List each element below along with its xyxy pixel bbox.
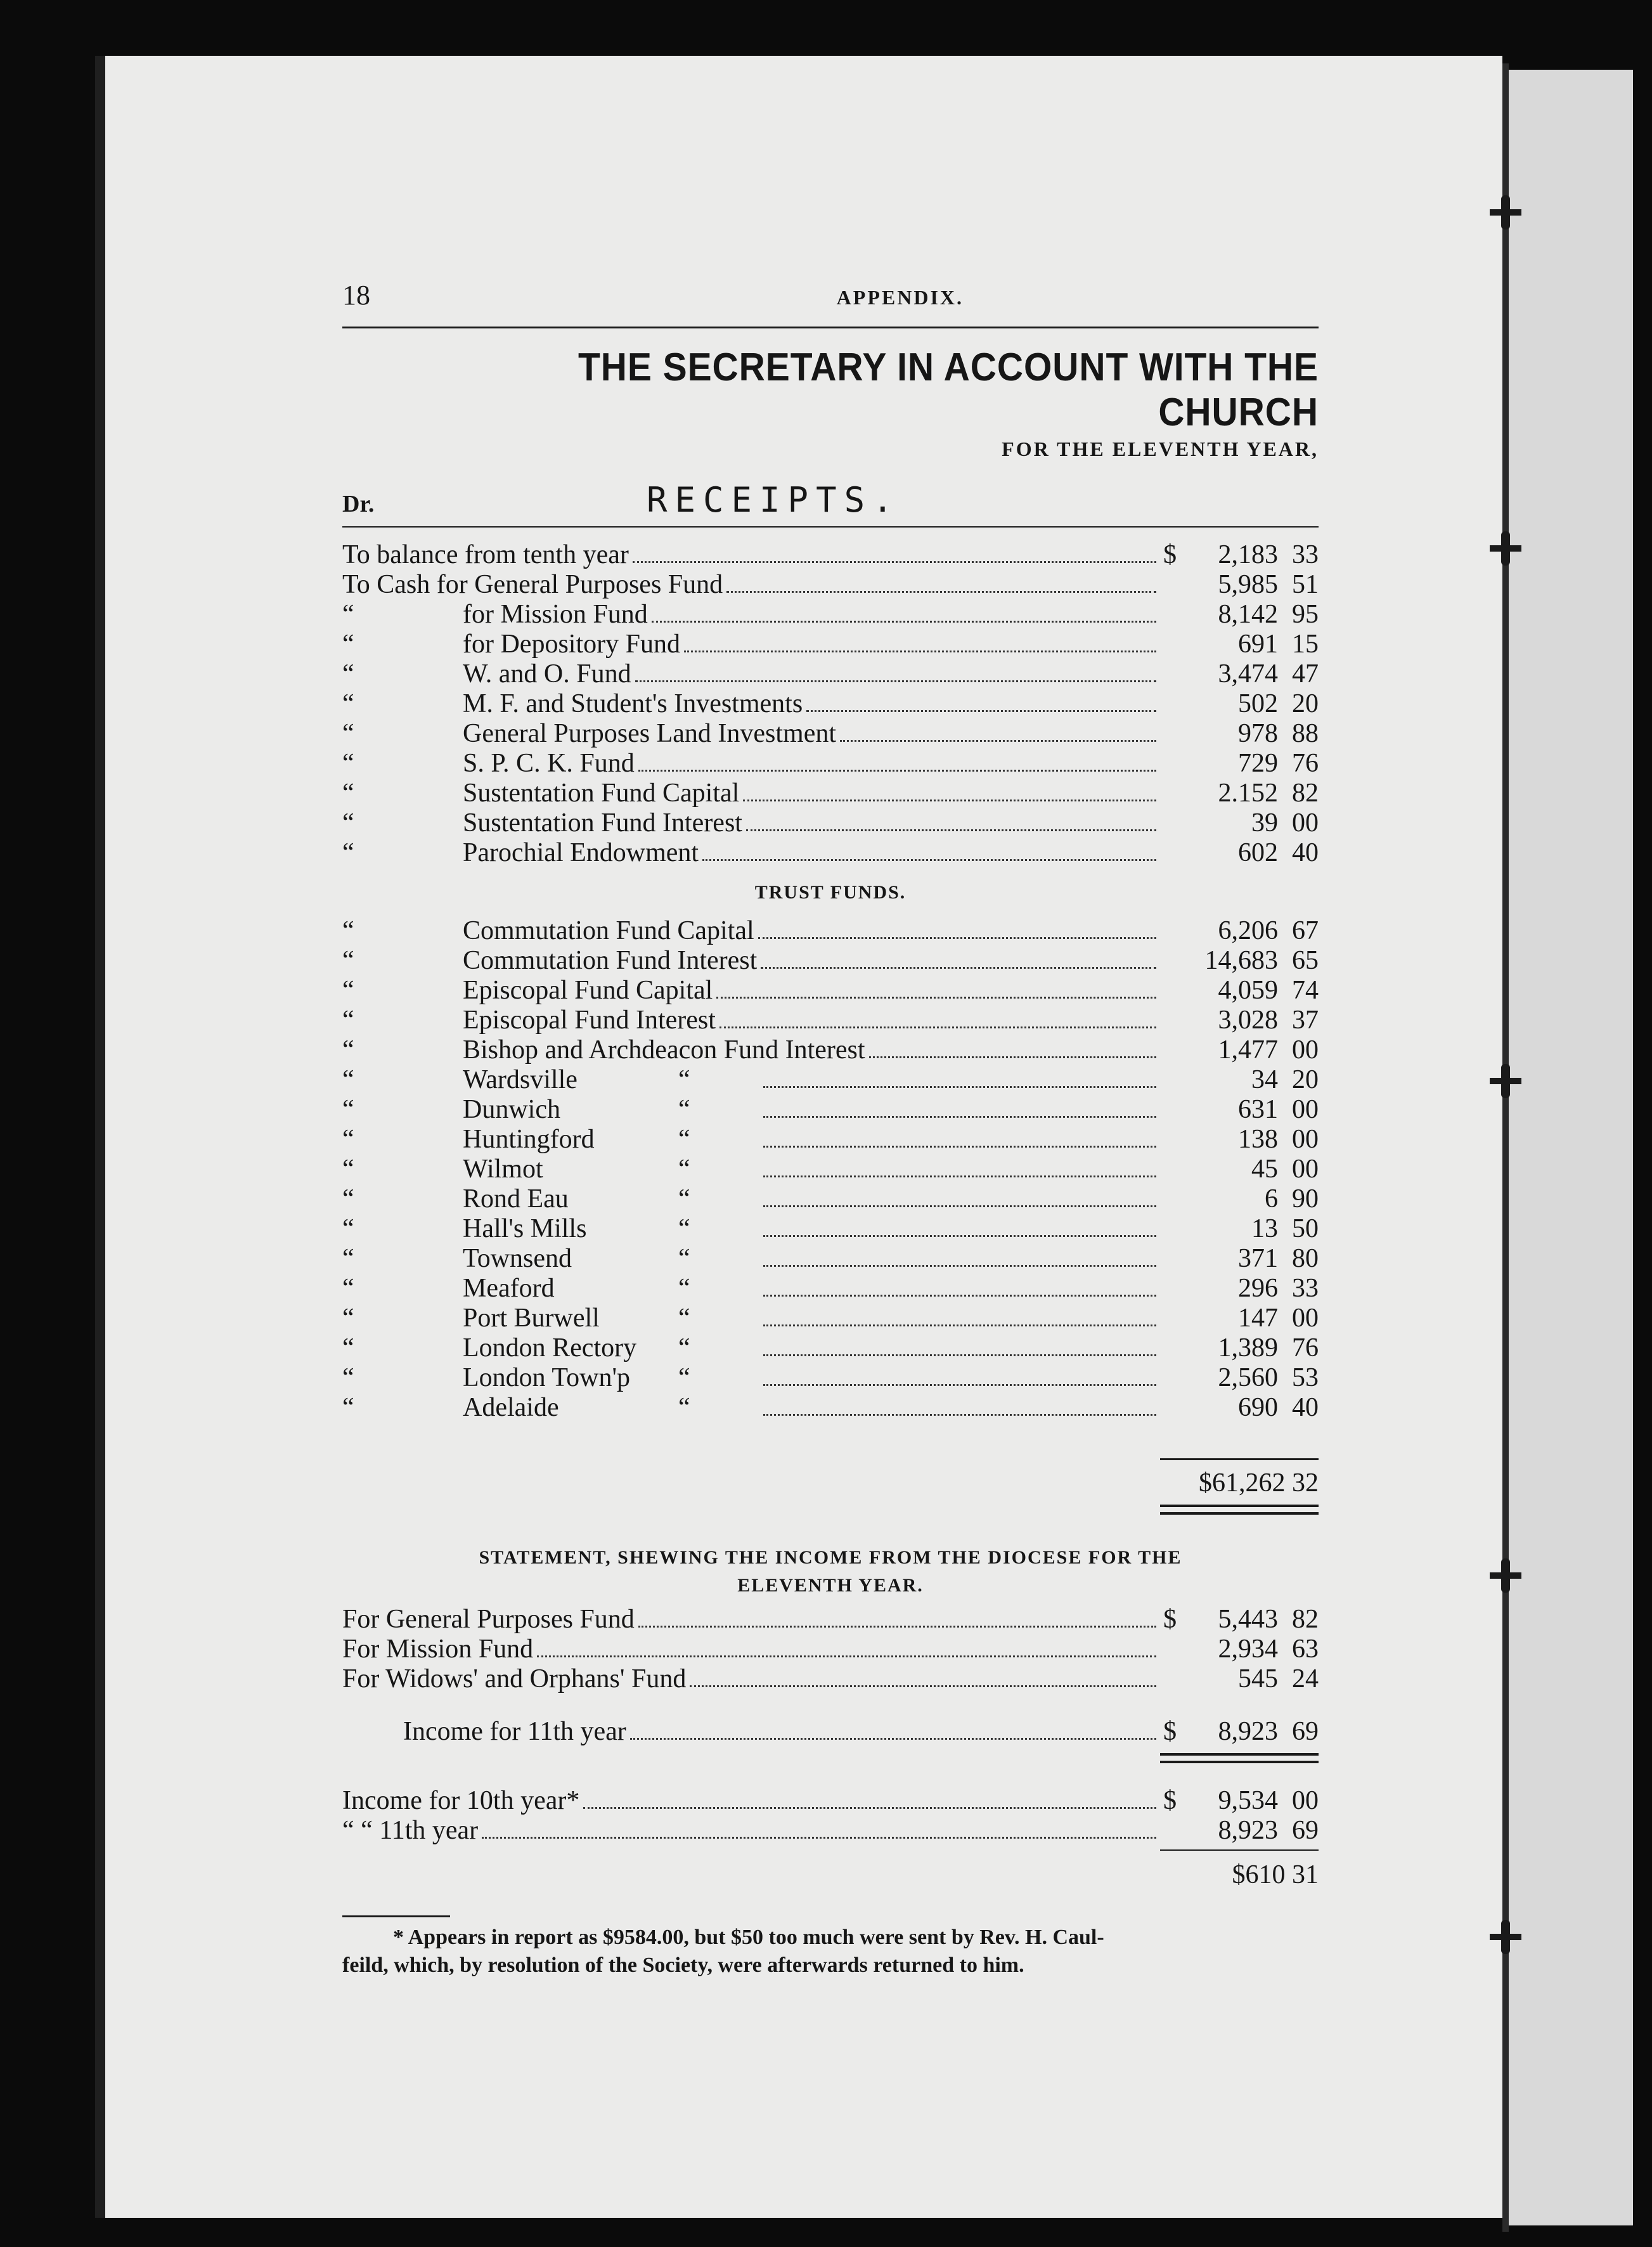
leader-dots [635, 674, 1156, 682]
amount-cents: 76 [1292, 1333, 1319, 1363]
amount-dollars: 1,477 [1218, 1035, 1278, 1065]
ledger-row [342, 719, 1319, 749]
grand-total-value: $61,262 32 [1160, 1458, 1319, 1498]
currency-sign: $ [1163, 1786, 1177, 1815]
ditto-mark: “ [678, 1304, 690, 1333]
row-label: Wilmot [463, 1155, 543, 1184]
row-label: Adelaide [463, 1393, 559, 1422]
amount-cents: 67 [1292, 916, 1319, 945]
row-label: M. F. and Student's Investments [463, 689, 803, 718]
row-label: Rond Eau [463, 1184, 569, 1214]
leader-dots [633, 555, 1156, 563]
amount-cents: 24 [1292, 1664, 1319, 1693]
ledger-row [342, 1006, 1319, 1035]
ditto-mark: “ [678, 1333, 690, 1363]
row-label: Sustentation Fund Capital [463, 779, 740, 808]
row-label: To balance from tenth year [342, 540, 629, 569]
row-label: S. P. C. K. Fund [463, 749, 635, 778]
leader-dots [763, 1229, 1156, 1237]
leader-dots [806, 704, 1156, 712]
leader-dots [537, 1649, 1156, 1657]
statement-heading-line-1: STATEMENT, SHEWING THE INCOME FROM THE DIOCESE FOR THE [479, 1547, 1182, 1568]
ledger-row [342, 1184, 1319, 1214]
amount-cents: 88 [1292, 719, 1319, 748]
currency-sign: $ [1163, 540, 1177, 569]
leader-dots [690, 1679, 1156, 1687]
ledger-row [342, 1274, 1319, 1304]
leader-dots [840, 734, 1156, 742]
page-subtitle: FOR THE ELEVENTH YEAR, [1002, 437, 1319, 460]
amount-dollars: 978 [1238, 719, 1278, 748]
comparison-rows [342, 1786, 1319, 1846]
ledger-row [342, 916, 1319, 946]
dr-label: Dr. [342, 491, 375, 517]
ditto-mark: “ [342, 1393, 354, 1422]
amount-cents: 82 [1292, 1605, 1319, 1634]
leader-dots [763, 1199, 1156, 1207]
leader-dots [763, 1139, 1156, 1148]
ditto-mark: “ [342, 1244, 354, 1273]
row-label: Wardsville [463, 1065, 578, 1094]
row-label: Commutation Fund Interest [463, 946, 758, 975]
amount-dollars: 39 [1251, 808, 1278, 838]
amount-dollars: 2,934 [1218, 1635, 1278, 1664]
amount-cents: 82 [1292, 779, 1319, 808]
amount-cents: 74 [1292, 976, 1319, 1005]
row-label: General Purposes Land Investment [463, 719, 837, 748]
ditto-mark: “ [678, 1274, 690, 1303]
leader-dots [716, 990, 1156, 999]
ledger-row [342, 1816, 1319, 1846]
amount-cents: 33 [1292, 540, 1319, 569]
amount-cents: 76 [1292, 749, 1319, 778]
ledger-row [342, 1065, 1319, 1095]
amount-cents: 00 [1292, 1095, 1319, 1124]
amount-dollars: 6 [1265, 1184, 1278, 1214]
ditto-mark: “ [342, 1006, 354, 1035]
amount-dollars: 631 [1238, 1095, 1278, 1124]
leader-dots [684, 644, 1156, 652]
leader-dots [763, 1348, 1156, 1356]
ledger-row [342, 1214, 1319, 1244]
amount-cents: 40 [1292, 838, 1319, 867]
ditto-mark: “ [678, 1363, 690, 1392]
ditto-mark: “ [342, 779, 354, 808]
amount-dollars: 138 [1238, 1125, 1278, 1154]
ledger-row [342, 1304, 1319, 1333]
row-label: Meaford [463, 1274, 555, 1303]
amount-cents: 00 [1292, 1304, 1319, 1333]
amount-dollars: 8,923 [1218, 1717, 1278, 1746]
ditto-mark: “ [678, 1214, 690, 1243]
ledger-row [342, 1155, 1319, 1184]
ditto-mark: “ [678, 1095, 690, 1124]
ditto-mark: “ [342, 1274, 354, 1303]
amount-cents: 51 [1292, 570, 1319, 599]
amount-dollars: 2,183 [1218, 540, 1278, 569]
row-label: “ “ 11th year [342, 1816, 479, 1845]
income-total-double-rule [342, 1747, 1319, 1763]
footnote [342, 1924, 1319, 1979]
currency-sign: $ [1163, 1717, 1177, 1746]
ledger-row [342, 689, 1319, 719]
row-label: London Rectory [463, 1333, 637, 1363]
adjacent-page [1506, 70, 1633, 2225]
amount-dollars: 9,534 [1218, 1786, 1278, 1815]
row-label: Parochial Endowment [463, 838, 699, 867]
binding-thread [1490, 209, 1521, 216]
amount-dollars: 5,443 [1218, 1605, 1278, 1634]
leader-dots [763, 1378, 1156, 1386]
ditto-mark: “ [342, 1095, 354, 1124]
amount-cents: 50 [1292, 1214, 1319, 1243]
ditto-mark: “ [342, 1035, 354, 1065]
row-label: Income for 11th year [403, 1717, 626, 1746]
ditto-mark: “ [678, 1065, 690, 1094]
amount-cents: 00 [1292, 1035, 1319, 1065]
ditto-mark: “ [342, 1184, 354, 1214]
ditto-mark: “ [342, 1214, 354, 1243]
ditto-mark: “ [678, 1155, 690, 1184]
leader-dots [482, 1830, 1156, 1839]
trust-fund-rows [342, 916, 1319, 1065]
amount-cents: 00 [1292, 1155, 1319, 1184]
amount-cents: 63 [1292, 1635, 1319, 1664]
page-number: 18 [342, 280, 370, 311]
amount-cents: 20 [1292, 689, 1319, 718]
leader-dots [869, 1050, 1156, 1058]
amount-cents: 95 [1292, 600, 1319, 629]
income-total-line [342, 1717, 1319, 1747]
amount-cents: 90 [1292, 1184, 1319, 1214]
ditto-mark: “ [678, 1184, 690, 1214]
amount-cents: 37 [1292, 1006, 1319, 1035]
ditto-mark: “ [342, 808, 354, 838]
binding-thread [1490, 1572, 1521, 1579]
grand-total [342, 1458, 1319, 1498]
row-label: For Mission Fund [342, 1635, 534, 1664]
ditto-mark: “ [342, 659, 354, 689]
receipts-heading: RECEIPTS. [647, 480, 901, 520]
footnote-rule [342, 1915, 450, 1917]
ditto-mark: “ [342, 749, 354, 778]
amount-cents: 33 [1292, 1274, 1319, 1303]
income-total-section [342, 1717, 1319, 1763]
trust-place-rows [342, 1065, 1319, 1423]
ledger-row [342, 1095, 1319, 1125]
amount-cents: 40 [1292, 1393, 1319, 1422]
ledger-row [342, 779, 1319, 808]
leader-dots [763, 1408, 1156, 1416]
difference-total [342, 1860, 1319, 1890]
amount-dollars: 371 [1238, 1244, 1278, 1273]
row-label: W. and O. Fund [463, 659, 631, 689]
row-label: For General Purposes Fund [342, 1605, 635, 1634]
row-label: Townsend [463, 1244, 572, 1273]
amount-dollars: 691 [1238, 630, 1278, 659]
amount-cents: 69 [1292, 1816, 1319, 1845]
amount-cents: 65 [1292, 946, 1319, 975]
amount-cents: 00 [1292, 808, 1319, 838]
leader-dots [583, 1801, 1156, 1809]
leader-dots [638, 763, 1156, 772]
leader-dots [763, 1110, 1156, 1118]
leader-dots [630, 1732, 1156, 1740]
leader-dots [743, 793, 1156, 801]
receipts-rows [342, 540, 1319, 868]
amount-dollars: 1,389 [1218, 1333, 1278, 1363]
amount-dollars: 6,206 [1218, 916, 1278, 945]
ditto-mark: “ [342, 630, 354, 659]
ditto-mark: “ [342, 838, 354, 867]
amount-dollars: 34 [1251, 1065, 1278, 1094]
amount-dollars: 3,474 [1218, 659, 1278, 689]
amount-dollars: 690 [1238, 1393, 1278, 1422]
ledger-row [342, 1333, 1319, 1363]
ditto-mark: “ [678, 1125, 690, 1154]
income-rows [342, 1605, 1319, 1694]
ledger-row [342, 570, 1319, 600]
ledger-row [342, 808, 1319, 838]
amount-dollars: 296 [1238, 1274, 1278, 1303]
leader-dots [746, 823, 1156, 831]
row-label: Income for 10th year* [342, 1786, 580, 1815]
row-label: To Cash for General Purposes Fund [342, 570, 723, 599]
income-list [342, 1605, 1319, 1890]
binding-thread [1490, 545, 1521, 552]
ledger-row [342, 1635, 1319, 1664]
page-title: THE SECRETARY IN ACCOUNT WITH THE CHURCH [578, 346, 1319, 434]
amount-cents: 47 [1292, 659, 1319, 689]
amount-dollars: 4,059 [1218, 976, 1278, 1005]
amount-cents: 20 [1292, 1065, 1319, 1094]
row-label: Port Burwell [463, 1304, 600, 1333]
ledger-row [342, 1393, 1319, 1423]
leader-dots [763, 1288, 1156, 1297]
ledger-row [342, 600, 1319, 630]
ditto-mark: “ [342, 976, 354, 1005]
ledger-row [342, 749, 1319, 779]
running-header [342, 279, 1319, 311]
row-label: for Mission Fund [463, 600, 648, 629]
statement-heading [342, 1544, 1319, 1600]
leader-dots [638, 1619, 1156, 1628]
row-label: For Widows' and Orphans' Fund [342, 1664, 687, 1693]
amount-dollars: 13 [1251, 1214, 1278, 1243]
section-title: APPENDIX. [836, 286, 964, 309]
leader-dots [763, 1259, 1156, 1267]
ditto-mark: “ [342, 689, 354, 718]
ledger-row [342, 630, 1319, 659]
trust-funds-heading: TRUST FUNDS. [754, 882, 907, 903]
ditto-mark: “ [342, 1333, 354, 1363]
amount-dollars: 2,560 [1218, 1363, 1278, 1392]
row-label: Commutation Fund Capital [463, 916, 754, 945]
leader-dots [720, 1020, 1156, 1028]
amount-dollars: 14,683 [1204, 946, 1278, 975]
amount-cents: 80 [1292, 1244, 1319, 1273]
ledger-row [342, 976, 1319, 1006]
ledger-row [342, 1605, 1319, 1635]
row-label: for Depository Fund [463, 630, 680, 659]
ditto-mark: “ [342, 600, 354, 629]
amount-dollars: 545 [1238, 1664, 1278, 1693]
ledger-row [342, 540, 1319, 570]
ditto-mark: “ [342, 1125, 354, 1154]
amount-dollars: 8,923 [1218, 1816, 1278, 1845]
leader-dots [758, 931, 1156, 939]
amount-dollars: 2.152 [1218, 779, 1278, 808]
row-label: Episcopal Fund Interest [463, 1006, 716, 1035]
ditto-mark: “ [678, 1244, 690, 1273]
ledger-row [342, 1125, 1319, 1155]
amount-dollars: 45 [1251, 1155, 1278, 1184]
ledger-row [342, 659, 1319, 689]
ditto-mark: “ [342, 1363, 354, 1392]
amount-dollars: 502 [1238, 689, 1278, 718]
amount-dollars: 3,028 [1218, 1006, 1278, 1035]
amount-dollars: 602 [1238, 838, 1278, 867]
amount-dollars: 8,142 [1218, 600, 1278, 629]
receipts-header [342, 480, 1319, 520]
leader-dots [726, 585, 1156, 593]
amount-cents: 00 [1292, 1125, 1319, 1154]
ledger-row [342, 1244, 1319, 1274]
row-label: Sustentation Fund Interest [463, 808, 742, 838]
ditto-mark: “ [678, 1393, 690, 1422]
amount-cents: 53 [1292, 1363, 1319, 1392]
ditto-mark: “ [342, 1065, 354, 1094]
difference-rule [342, 1849, 1319, 1851]
leader-dots [702, 853, 1156, 861]
amount-dollars: 729 [1238, 749, 1278, 778]
ditto-mark: “ [342, 946, 354, 975]
footnote-line-2: feild, which, by resolution of the Society, were afterwards returned to him. [342, 1953, 1024, 1977]
footnote-line-1: * Appears in report as $9584.00, but $50 too much were sent by Rev. H. Caul- [393, 1926, 1104, 1949]
binding-thread [1490, 1934, 1521, 1940]
leader-dots [761, 961, 1156, 969]
amount-cents: 00 [1292, 1786, 1319, 1815]
ledger-row [342, 1035, 1319, 1065]
ditto-mark: “ [342, 719, 354, 748]
ledger-row [342, 946, 1319, 976]
income-total-row [342, 1717, 1319, 1747]
page-content [342, 279, 1319, 1979]
row-label: Hall's Mills [463, 1214, 587, 1243]
amount-dollars: 5,985 [1218, 570, 1278, 599]
statement-heading-line-2: ELEVENTH YEAR. [737, 1575, 924, 1596]
ledger-row [342, 1363, 1319, 1393]
row-label: Episcopal Fund Capital [463, 976, 713, 1005]
receipts-list [342, 540, 1319, 1423]
leader-dots [763, 1080, 1156, 1088]
difference-value: $610 31 [1232, 1860, 1319, 1889]
binding-thread [1490, 1078, 1521, 1084]
ditto-mark: “ [342, 1304, 354, 1333]
ledger-row [342, 1786, 1319, 1816]
row-label: Huntingford [463, 1125, 595, 1154]
ledger-row [342, 838, 1319, 868]
amount-cents: 15 [1292, 630, 1319, 659]
amount-cents: 69 [1292, 1717, 1319, 1746]
ledger-row [342, 1664, 1319, 1694]
amount-dollars: 147 [1238, 1304, 1278, 1333]
currency-sign: $ [1163, 1605, 1177, 1634]
row-label: London Town'p [463, 1363, 631, 1392]
row-label: Dunwich [463, 1095, 560, 1124]
ditto-mark: “ [342, 916, 354, 945]
receipts-rule [342, 526, 1319, 528]
grand-total-double-rule [342, 1498, 1319, 1515]
header-rule [342, 327, 1319, 328]
row-label: Bishop and Archdeacon Fund Interest [463, 1035, 865, 1065]
leader-dots [763, 1169, 1156, 1177]
leader-dots [763, 1318, 1156, 1326]
binding-gutter [1502, 63, 1509, 2232]
ditto-mark: “ [342, 1155, 354, 1184]
leader-dots [652, 614, 1156, 623]
